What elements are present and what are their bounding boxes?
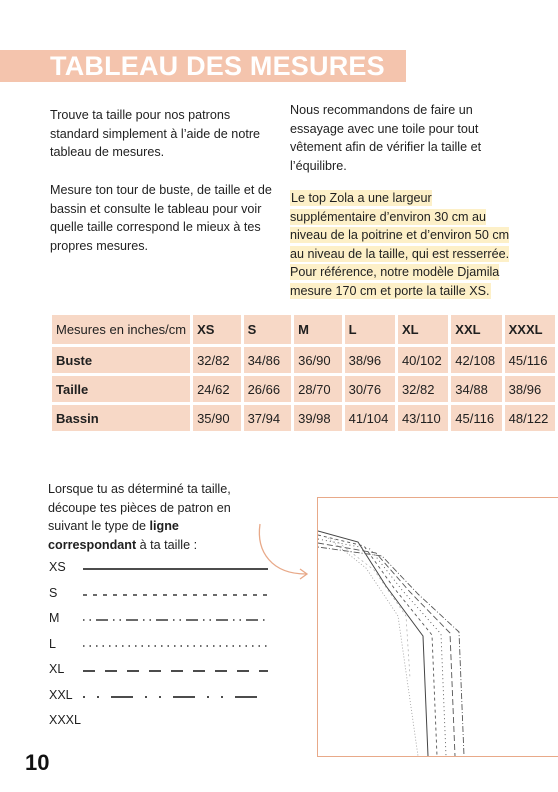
row-label-bassin: Bassin: [52, 405, 190, 431]
legend-row-l: [49, 637, 279, 663]
table-cell: 28/70: [294, 376, 342, 402]
line-long-dash-icon: [83, 666, 268, 676]
table-cell: 48/122: [505, 405, 555, 431]
row-label-buste: Buste: [52, 347, 190, 373]
table-cell: 35/90: [193, 405, 241, 431]
table-cell: 36/90: [294, 347, 342, 373]
table-cell: 43/110: [398, 405, 448, 431]
intro-paragraph-3: Nous recommandons de faire un essayage avec une toile pour tout vêtement afin de vérifier la taille et l’équilibre.: [290, 103, 482, 173]
table-cell: 38/96: [345, 347, 395, 373]
line-dotted-icon: [83, 641, 268, 651]
line-dash-dot-icon: [83, 615, 268, 625]
table-cell: 40/102: [398, 347, 448, 373]
pattern-lines-illustration: [318, 498, 558, 756]
intro-paragraph-4: [290, 189, 515, 300]
highlighted-note: Le top Zola a une largeur supplémentaire d’environ 30 cm au niveau de la poitrine et d’environ 50 cm au niveau de la taille, qui est resserrée. Pour référence, notre modèle Djamila mesure 170 cm et porte la taille XS.: [290, 191, 510, 298]
page-number: 10: [25, 750, 50, 775]
size-header-xs: XS: [193, 315, 241, 344]
table-cell: 34/88: [451, 376, 501, 402]
legend-label: XL: [49, 662, 65, 676]
size-header-l: L: [345, 315, 395, 344]
size-header-m: M: [294, 315, 342, 344]
row-label-taille: Taille: [52, 376, 190, 402]
intro-paragraph-1: Trouve ta taille pour nos patrons standard simplement à l’aide de notre tableau de mesures.: [50, 108, 261, 159]
table-cell: 37/94: [244, 405, 292, 431]
legend-row-xs: [49, 560, 279, 586]
size-header-xl: XL: [398, 315, 448, 344]
legend-label: S: [49, 585, 58, 600]
intro-paragraph-2: Mesure ton tour de buste, de taille et de bassin et consulte le tableau pour voir quelle taille correspond le mieux à tes propres mesures.: [50, 183, 272, 253]
table-cell: 45/116: [505, 347, 555, 373]
table-cell: 32/82: [193, 347, 241, 373]
legend-label: L: [49, 636, 56, 651]
curved-arrow-icon: [252, 522, 314, 584]
table-row: [52, 376, 555, 402]
table-row: [52, 347, 555, 373]
legend-label: XS: [49, 560, 66, 574]
legend-row-m: [49, 611, 279, 637]
table-cell: 41/104: [345, 405, 395, 431]
size-header-xxl: XXL: [451, 315, 501, 344]
cut-instructions-bold: ligne correspondant: [48, 519, 179, 552]
table-cell: 45/116: [451, 405, 501, 431]
table-cell: 38/96: [505, 376, 555, 402]
size-header-xxxl: XXXL: [505, 315, 555, 344]
legend-label: M: [49, 611, 60, 625]
line-solid-icon: [83, 564, 268, 574]
table-cell: 30/76: [345, 376, 395, 402]
legend-row-xxl: [49, 688, 279, 714]
cut-instructions-text-end: à ta taille :: [136, 537, 198, 552]
table-cell: 42/108: [451, 347, 501, 373]
cut-instructions: [48, 480, 263, 554]
size-header-s: S: [244, 315, 292, 344]
table-corner-label: Mesures en inches/cm: [52, 315, 190, 344]
table-cell: 39/98: [294, 405, 342, 431]
table-cell: 34/86: [244, 347, 292, 373]
table-cell: 32/82: [398, 376, 448, 402]
size-chart-table: [49, 312, 558, 434]
table-cell: 26/66: [244, 376, 292, 402]
legend-label: XXXL: [49, 713, 81, 727]
cut-instructions-text: Lorsque tu as déterminé ta taille, découpe tes pièces de patron en suivant le type de: [48, 482, 231, 533]
page-title: TABLEAU DES MESURES: [50, 51, 385, 81]
table-row: [52, 405, 555, 431]
table-cell: 24/62: [193, 376, 241, 402]
line-dashed-icon: [83, 590, 268, 600]
legend-row-xxxl: [49, 713, 279, 739]
legend-row-s: [49, 586, 279, 612]
pattern-preview-box: [317, 497, 558, 757]
line-dot-dash-icon: [83, 692, 268, 702]
table-header-row: [52, 315, 555, 344]
legend-row-xl: [49, 662, 279, 688]
line-type-legend: [49, 560, 279, 739]
legend-label: XXL: [49, 687, 73, 702]
